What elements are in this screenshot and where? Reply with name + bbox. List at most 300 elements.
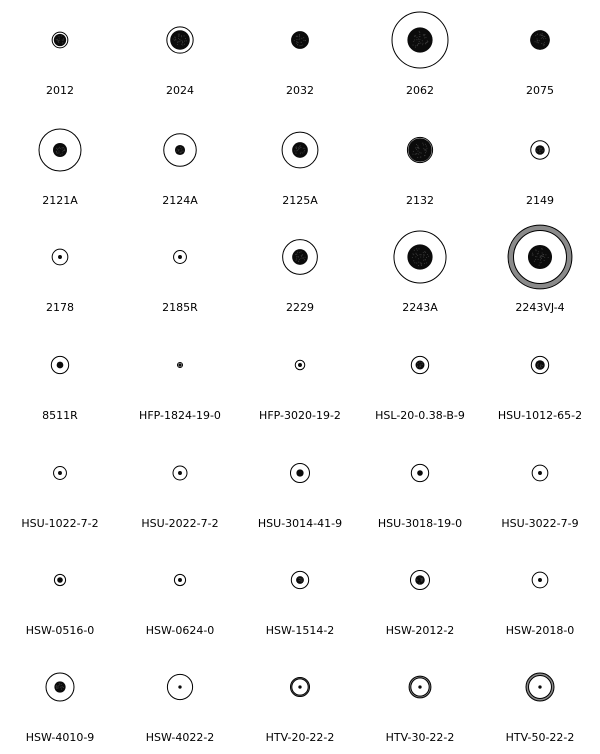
cable-label: HSU-2022-7-2 [141, 517, 219, 530]
cable-label: HTV-20-22-2 [265, 731, 335, 744]
strand-dot [422, 40, 423, 41]
cable-label: HSU-3014-41-9 [257, 517, 343, 530]
strand-dot [544, 44, 545, 45]
strand-dot [60, 687, 61, 688]
cable-label: HTV-30-22-2 [385, 731, 455, 744]
strand-dot [419, 31, 420, 32]
cable-cross-section [360, 325, 480, 415]
cable-item [240, 540, 360, 647]
conductor-core [57, 362, 64, 369]
cable-label: HTV-50-22-2 [505, 731, 575, 744]
strand-dot [539, 35, 540, 36]
strand-dot [185, 38, 186, 39]
strand-dot [60, 154, 61, 155]
strand-dot [542, 252, 543, 253]
strand-dot [420, 43, 421, 44]
strand-dot [419, 36, 420, 37]
strand-dot [298, 261, 299, 262]
strand-dot [57, 686, 58, 687]
strand-dot [424, 263, 425, 264]
cable-item [240, 110, 360, 217]
cable-cross-section [120, 0, 240, 90]
strand-dot [538, 251, 539, 252]
strand-dot [59, 147, 60, 148]
strand-dot [64, 149, 65, 150]
strand-dot [58, 40, 59, 41]
strand-dot [417, 157, 418, 158]
strand-dot [61, 35, 62, 36]
strand-dot [181, 44, 182, 45]
strand-dot [63, 147, 64, 148]
strand-dot [423, 148, 424, 149]
strand-dot [421, 578, 422, 579]
strand-dot [542, 150, 543, 151]
strand-dot [417, 365, 418, 366]
strand-dot [543, 150, 544, 151]
strand-dot [417, 45, 418, 46]
strand-dot [541, 43, 542, 44]
strand-dot [539, 148, 540, 149]
cable-cross-section [240, 647, 360, 737]
strand-dot [299, 259, 300, 260]
cable-item [0, 217, 120, 324]
strand-dot [539, 40, 540, 41]
strand-dot [173, 38, 174, 39]
strand-dot [59, 40, 60, 41]
strand-dot [58, 36, 59, 37]
strand-dot [58, 152, 59, 153]
cable-cross-section [360, 0, 480, 90]
cable-cross-section [240, 217, 360, 307]
strand-dot [299, 252, 300, 253]
cable-label: HSU-3018-19-0 [377, 517, 463, 530]
cable-item [120, 110, 240, 217]
strand-dot [416, 263, 417, 264]
cable-label: 2243VJ-4 [515, 301, 565, 314]
strand-dot [304, 151, 305, 152]
strand-dot [537, 364, 538, 365]
cable-item [240, 0, 360, 107]
strand-dot [420, 364, 421, 365]
strand-dot [419, 34, 420, 35]
cable-item [240, 433, 360, 540]
strand-dot [539, 147, 540, 148]
conductor-core [530, 30, 550, 50]
cable-label: HSU-1012-65-2 [497, 409, 583, 422]
strand-dot [295, 260, 296, 261]
cable-cross-section [480, 647, 600, 737]
strand-dot [541, 38, 542, 39]
strand-dot [295, 254, 296, 255]
strand-dot [541, 258, 542, 259]
strand-dot [548, 257, 549, 258]
strand-dot [537, 38, 538, 39]
strand-dot [425, 144, 426, 145]
cable-label: 2032 [286, 84, 314, 97]
strand-dot [59, 683, 60, 684]
strand-dot [425, 150, 426, 151]
strand-dot [425, 43, 426, 44]
strand-dot [305, 40, 306, 41]
strand-dot [540, 364, 541, 365]
strand-dot [298, 257, 299, 258]
conductor-core [296, 469, 303, 476]
strand-dot [537, 148, 538, 149]
strand-dot [538, 259, 539, 260]
cable-item [360, 540, 480, 647]
strand-dot [296, 146, 297, 147]
strand-dot [424, 35, 425, 36]
strand-dot [56, 152, 57, 153]
cable-label: HSW-4010-9 [25, 731, 95, 744]
strand-dot [299, 35, 300, 36]
strand-dot [415, 154, 416, 155]
cable-item [0, 647, 120, 754]
cable-cross-section [120, 433, 240, 523]
cable-label: 2149 [526, 194, 554, 207]
strand-dot [540, 256, 541, 257]
strand-dot [538, 363, 539, 364]
strand-dot [296, 43, 297, 44]
strand-dot [181, 40, 182, 41]
cable-label: HSW-4022-2 [145, 731, 215, 744]
strand-dot [418, 262, 419, 263]
conductor-core [407, 244, 432, 269]
strand-dot [296, 148, 297, 149]
cable-cross-section [240, 540, 360, 630]
conductor-core [538, 578, 542, 582]
cable-label: 2062 [406, 84, 434, 97]
cable-item [0, 0, 120, 107]
conductor-core [178, 578, 182, 582]
strand-dot [416, 37, 417, 38]
strand-dot [62, 147, 63, 148]
strand-dot [64, 150, 65, 151]
strand-dot [428, 256, 429, 257]
cable-item [240, 647, 360, 754]
strand-dot [294, 40, 295, 41]
conductor-core [296, 576, 304, 584]
strand-dot [180, 147, 181, 148]
cable-cross-section [0, 0, 120, 90]
cable-cross-section [360, 217, 480, 307]
strand-dot [424, 251, 425, 252]
strand-dot [417, 250, 418, 251]
strand-dot [532, 255, 533, 256]
cable-cross-section [120, 325, 240, 415]
strand-dot [302, 44, 303, 45]
strand-dot [537, 34, 538, 35]
strand-dot [301, 45, 302, 46]
strand-dot [541, 248, 542, 249]
strand-dot [58, 41, 59, 42]
strand-dot [300, 258, 301, 259]
strand-dot [541, 262, 542, 263]
cable-item [360, 217, 480, 324]
strand-dot [299, 38, 300, 39]
strand-dot [301, 255, 302, 256]
strand-dot [56, 686, 57, 687]
strand-dot [297, 252, 298, 253]
strand-dot [537, 366, 538, 367]
cable-item [120, 0, 240, 107]
cable-label: HFP-1824-19-0 [139, 409, 221, 422]
strand-dot [535, 249, 536, 250]
strand-dot [56, 148, 57, 149]
strand-dot [302, 152, 303, 153]
strand-dot [544, 260, 545, 261]
strand-dot [181, 149, 182, 150]
cable-item [0, 110, 120, 217]
cable-item [120, 647, 240, 754]
strand-dot [184, 41, 185, 42]
strand-dot [178, 38, 179, 39]
strand-dot [421, 265, 422, 266]
strand-dot [414, 39, 415, 40]
cable-item [480, 217, 600, 324]
cable-label: HSW-0624-0 [145, 624, 215, 637]
strand-dot [299, 146, 300, 147]
strand-dot [178, 36, 179, 37]
strand-dot [540, 257, 541, 258]
strand-dot [536, 250, 537, 251]
strand-dot [540, 262, 541, 263]
strand-dot [174, 37, 175, 38]
strand-dot [542, 365, 543, 366]
strand-dot [303, 40, 304, 41]
strand-dot [426, 146, 427, 147]
strand-dot [540, 259, 541, 260]
strand-dot [178, 35, 179, 36]
strand-dot [59, 684, 60, 685]
cable-item [360, 110, 480, 217]
strand-dot [416, 248, 417, 249]
conductor-core [292, 142, 308, 158]
strand-dot [424, 34, 425, 35]
cable-cross-section [0, 647, 120, 737]
strand-dot [422, 143, 423, 144]
strand-dot [545, 254, 546, 255]
cable-label: HSW-1514-2 [265, 624, 335, 637]
conductor-core [418, 685, 421, 688]
strand-dot [178, 34, 179, 35]
cable-label: 2178 [46, 301, 74, 314]
strand-dot [177, 44, 178, 45]
strand-dot [420, 157, 421, 158]
strand-dot [416, 153, 417, 154]
strand-dot [61, 689, 62, 690]
strand-dot [421, 264, 422, 265]
strand-dot [535, 259, 536, 260]
strand-dot [417, 151, 418, 152]
strand-dot [414, 250, 415, 251]
strand-dot [176, 151, 177, 152]
cable-label: HFP-3020-19-2 [259, 409, 341, 422]
cable-cross-section [480, 0, 600, 90]
strand-dot [425, 259, 426, 260]
strand-dot [422, 579, 423, 580]
cable-item [480, 110, 600, 217]
strand-dot [303, 148, 304, 149]
strand-dot [416, 149, 417, 150]
strand-dot [423, 144, 424, 145]
strand-dot [427, 41, 428, 42]
cable-cross-section [360, 110, 480, 200]
strand-dot [426, 42, 427, 43]
strand-dot [179, 41, 180, 42]
strand-dot [422, 43, 423, 44]
strand-dot [421, 153, 422, 154]
conductor-core [178, 363, 181, 366]
strand-dot [179, 34, 180, 35]
strand-dot [422, 362, 423, 363]
strand-dot [539, 367, 540, 368]
strand-dot [412, 257, 413, 258]
strand-dot [538, 42, 539, 43]
strand-dot [299, 34, 300, 35]
strand-dot [415, 45, 416, 46]
strand-dot [60, 148, 61, 149]
cable-label: 2229 [286, 301, 314, 314]
strand-dot [301, 581, 302, 582]
strand-dot [57, 153, 58, 154]
strand-dot [544, 36, 545, 37]
strand-dot [426, 262, 427, 263]
conductor-core [298, 363, 302, 367]
cable-label: 2012 [46, 84, 74, 97]
cable-item [480, 325, 600, 432]
strand-dot [300, 147, 301, 148]
strand-dot [535, 256, 536, 257]
strand-dot [426, 151, 427, 152]
strand-dot [425, 152, 426, 153]
strand-dot [183, 151, 184, 152]
cable-cross-section [480, 325, 600, 415]
strand-dot [418, 154, 419, 155]
strand-dot [296, 254, 297, 255]
strand-dot [416, 144, 417, 145]
strand-dot [423, 260, 424, 261]
strand-dot [414, 262, 415, 263]
strand-dot [421, 263, 422, 264]
strand-dot [418, 265, 419, 266]
cable-label: 2125A [282, 194, 318, 207]
conductor-core [538, 685, 541, 688]
cable-item [360, 647, 480, 754]
strand-dot [418, 258, 419, 259]
strand-dot [419, 577, 420, 578]
strand-dot [299, 39, 300, 40]
conductor-core [178, 471, 182, 475]
strand-dot [61, 684, 62, 685]
strand-dot [419, 582, 420, 583]
cable-label: 2124A [162, 194, 198, 207]
cable-item [0, 325, 120, 432]
cable-cross-section [0, 540, 120, 630]
strand-dot [298, 148, 299, 149]
strand-dot [412, 253, 413, 254]
strand-dot [421, 254, 422, 255]
strand-dot [417, 145, 418, 146]
strand-dot [178, 150, 179, 151]
strand-dot [299, 45, 300, 46]
conductor-core [58, 255, 62, 259]
strand-dot [182, 41, 183, 42]
strand-dot [301, 578, 302, 579]
strand-dot [535, 35, 536, 36]
cable-label: HSW-2018-0 [505, 624, 575, 637]
strand-dot [419, 39, 420, 40]
strand-dot [415, 47, 416, 48]
strand-dot [539, 152, 540, 153]
strand-dot [299, 578, 300, 579]
strand-dot [297, 36, 298, 37]
strand-dot [422, 364, 423, 365]
strand-dot [412, 45, 413, 46]
strand-dot [182, 151, 183, 152]
strand-dot [58, 150, 59, 151]
conductor-core [538, 471, 542, 475]
strand-dot [174, 40, 175, 41]
strand-dot [300, 42, 301, 43]
strand-dot [420, 366, 421, 367]
strand-dot [542, 37, 543, 38]
strand-dot [59, 38, 60, 39]
strand-dot [426, 257, 427, 258]
strand-dot [419, 152, 420, 153]
strand-dot [426, 148, 427, 149]
strand-dot [58, 687, 59, 688]
strand-dot [420, 262, 421, 263]
strand-dot [544, 257, 545, 258]
strand-dot [56, 687, 57, 688]
strand-dot [419, 41, 420, 42]
strand-dot [301, 580, 302, 581]
strand-dot [177, 149, 178, 150]
cable-cross-section [0, 325, 120, 415]
strand-dot [419, 362, 420, 363]
strand-dot [539, 265, 540, 266]
strand-dot [424, 255, 425, 256]
strand-dot [416, 39, 417, 40]
strand-dot [415, 253, 416, 254]
strand-dot [541, 255, 542, 256]
strand-dot [184, 44, 185, 45]
strand-dot [536, 256, 537, 257]
strand-dot [182, 42, 183, 43]
strand-dot [62, 686, 63, 687]
strand-dot [423, 252, 424, 253]
strand-dot [296, 39, 297, 40]
strand-dot [63, 38, 64, 39]
strand-dot [417, 147, 418, 148]
cable-cross-section [240, 0, 360, 90]
strand-dot [418, 147, 419, 148]
cable-label: 2075 [526, 84, 554, 97]
strand-dot [424, 37, 425, 38]
strand-dot [543, 256, 544, 257]
strand-dot [421, 362, 422, 363]
strand-dot [179, 39, 180, 40]
strand-dot [181, 148, 182, 149]
strand-dot [544, 42, 545, 43]
cable-cross-section [0, 433, 120, 523]
strand-dot [297, 44, 298, 45]
strand-dot [425, 37, 426, 38]
cable-item [360, 0, 480, 107]
cable-cross-section [120, 110, 240, 200]
conductor-core [175, 145, 185, 155]
